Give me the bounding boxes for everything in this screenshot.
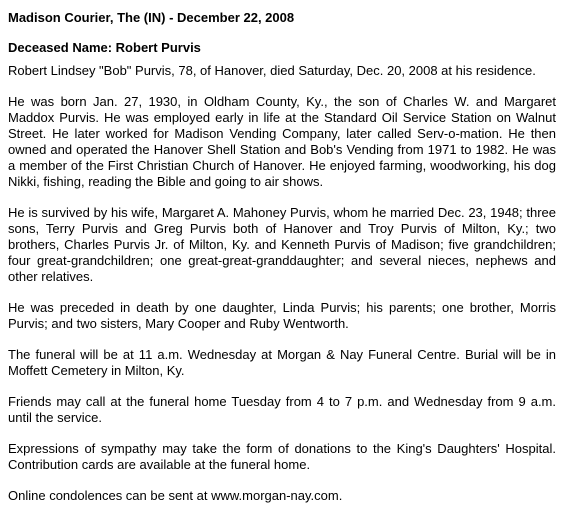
- paragraph-death-notice: Robert Lindsey "Bob" Purvis, 78, of Hanover, died Saturday, Dec. 20, 2008 at his residence.: [8, 63, 536, 78]
- source-heading: Madison Courier, The (IN) - December 22, 2008: [8, 10, 295, 25]
- obituary-body: [8, 63, 556, 504]
- deceased-name-heading: Deceased Name: Robert Purvis: [8, 40, 201, 55]
- paragraph-survivors: He is survived by his wife, Margaret A. Mahoney Purvis, whom he married Dec. 23, 1948; three sons, Terry Purvis and Greg Purvis both of Hanover and Troy Purvis of Milton, Ky.; two brothers, Charles Purvis Jr. of Milton, Ky. and Kenneth Purvis of Madison; five grandchildren; four great-grandchildren; one great-great-granddaughter; and several nieces, nephews and other relatives.: [8, 205, 556, 284]
- paragraph-donations: Expressions of sympathy may take the form of donations to the King's Daughters' Hospital. Contribution cards are available at the funeral home.: [8, 441, 556, 472]
- paragraph-funeral: The funeral will be at 11 a.m. Wednesday at Morgan & Nay Funeral Centre. Burial will be in Moffett Cemetery in Milton, Ky.: [8, 347, 556, 378]
- paragraph-visitation: Friends may call at the funeral home Tuesday from 4 to 7 p.m. and Wednesday from 9 a.m. until the service.: [8, 394, 556, 425]
- paragraph-biography: He was born Jan. 27, 1930, in Oldham County, Ky., the son of Charles W. and Margaret Maddox Purvis. He was employed early in life at the Standard Oil Service Station on Walnut Street. He later worked for Madison Vending Company, later called Serv-o-mation. He then owned and operated the Hanover Shell Station and Bob's Vending from 1971 to 1982. He was a member of the First Christian Church of Hanover. He enjoyed farming, woodworking, his dog Nikki, fishing, reading the Bible and going to air shows.: [8, 94, 556, 189]
- paragraph-preceded-in-death: He was preceded in death by one daughter, Linda Purvis; his parents; one brother, Morris Purvis; and two sisters, Mary Cooper and Ruby Wentworth.: [8, 300, 556, 331]
- paragraph-condolences: Online condolences can be sent at www.morgan-nay.com.: [8, 488, 343, 503]
